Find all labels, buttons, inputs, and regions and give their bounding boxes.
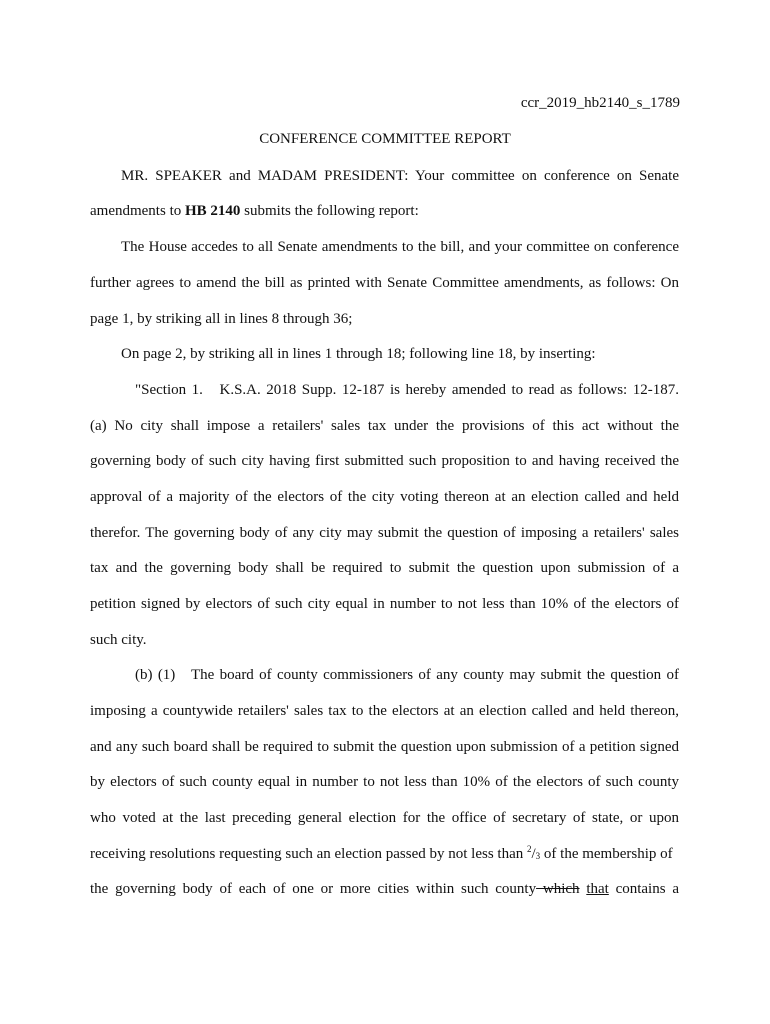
section-1-line-7: petition signed by electors of such city equal in number to not less than 10% of the electors of bbox=[90, 596, 679, 612]
text-run: contains a bbox=[608, 881, 679, 897]
fraction-numerator: 2 bbox=[526, 844, 532, 854]
paragraph-2-line-2: further agrees to amend the bill as printed with Senate Committee amendments, as follows: On bbox=[90, 275, 679, 291]
section-1-line-3: governing body of such city having first submitted such proposition to and having received the bbox=[90, 453, 679, 469]
text-run: the governing body of each of one or more cities within such county bbox=[90, 881, 537, 897]
section-1-line-4: approval of a majority of the electors of the city voting thereon at an election called and held bbox=[90, 489, 679, 505]
paragraph-2-line-1: The House accedes to all Senate amendments to the bill, and your committee on conference bbox=[121, 239, 679, 255]
text-run: amendments to bbox=[90, 203, 185, 219]
subsection-b-line-6 bbox=[90, 845, 673, 863]
text-run: submits the following report: bbox=[240, 203, 419, 219]
section-1-line-2: (a) No city shall impose a retailers' sales tax under the provisions of this act without the bbox=[90, 418, 679, 434]
section-1-line-1: "Section 1. K.S.A. 2018 Supp. 12-187 is hereby amended to read as follows: 12-187. bbox=[135, 382, 679, 398]
subsection-b-line-7 bbox=[90, 880, 679, 898]
text-run: of the membership of bbox=[540, 846, 673, 862]
paragraph-2-line-3: page 1, by striking all in lines 8 through 36; bbox=[90, 311, 353, 327]
fraction-denominator: 3 bbox=[535, 851, 541, 861]
paragraph-3-line-1: On page 2, by striking all in lines 1 through 18; following line 18, by inserting: bbox=[121, 346, 596, 362]
section-1-line-8: such city. bbox=[90, 632, 147, 648]
subsection-b-line-1: (b) (1) The board of county commissioners of any county may submit the question of bbox=[135, 667, 679, 683]
subsection-b-line-5: who voted at the last preceding general election for the office of secretary of state, or upon bbox=[90, 810, 679, 826]
report-title: CONFERENCE COMMITTEE REPORT bbox=[259, 131, 511, 147]
paragraph-1-line-1: MR. SPEAKER and MADAM PRESIDENT: Your committee on conference on Senate bbox=[121, 168, 679, 184]
fraction-slash: / bbox=[531, 846, 536, 862]
subsection-b-line-2: imposing a countywide retailers' sales tax to the electors at an election called and held thereon, bbox=[90, 703, 679, 719]
subsection-b-line-3: and any such board shall be required to submit the question upon submission of a petition signed bbox=[90, 739, 679, 755]
subsection-b-line-4: by electors of such county equal in number to not less than 10% of the electors of such county bbox=[90, 774, 679, 790]
document-id: ccr_2019_hb2140_s_1789 bbox=[520, 95, 680, 111]
paragraph-1-line-2 bbox=[90, 202, 419, 220]
bill-number: HB 2140 bbox=[184, 203, 241, 219]
section-1-line-5: therefor. The governing body of any city may submit the question of imposing a retailers' sales bbox=[90, 525, 679, 541]
inserted-text: that bbox=[586, 881, 609, 897]
section-1-line-6: tax and the governing body shall be required to submit the question upon submission of a bbox=[90, 560, 679, 576]
struck-text: which bbox=[536, 881, 580, 897]
text-run: receiving resolutions requesting such an election passed by not less than bbox=[90, 846, 527, 862]
